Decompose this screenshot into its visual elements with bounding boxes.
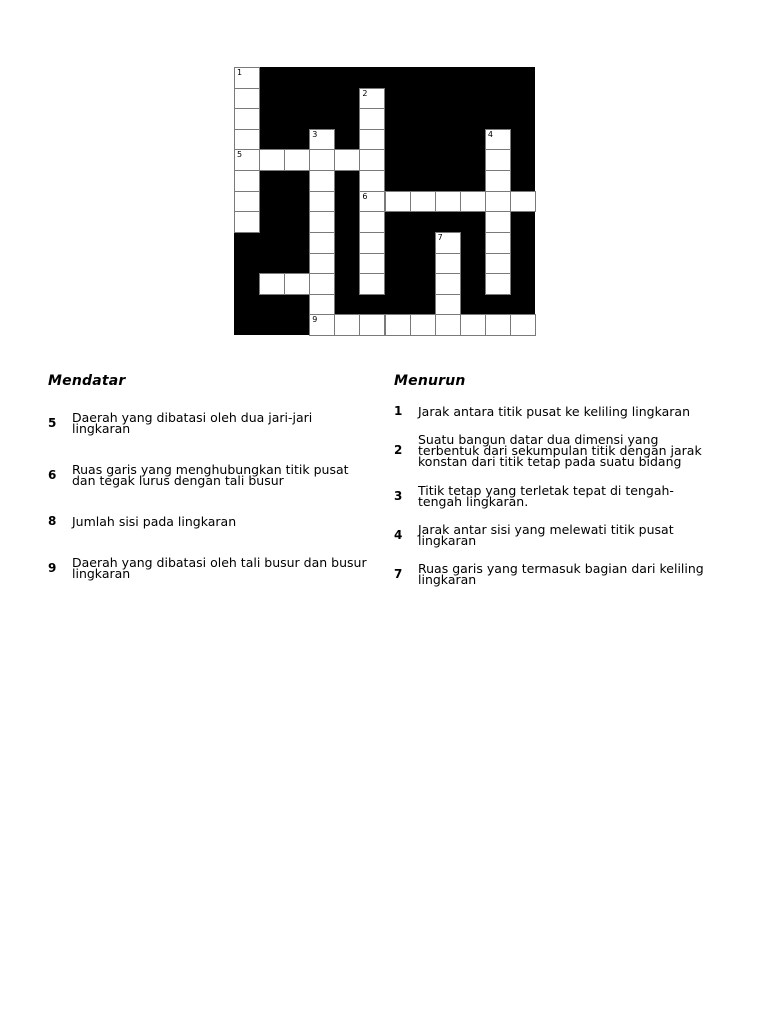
crossword-cell[interactable] [460,314,486,336]
crossword-cell[interactable] [234,149,260,171]
clue-text: Suatu bangun datar dua dimensi yang terbentuk dari sekumpulan titik dengan jarak konstan dari titik tetap pada suatu bidang [418,431,702,469]
crossword-cell[interactable] [309,129,335,151]
crossword-cell[interactable] [234,191,260,213]
crossword-cell[interactable] [485,129,511,151]
crossword-cell[interactable] [309,294,335,316]
crossword-cell[interactable] [259,149,285,171]
crossword-cell[interactable] [485,191,511,213]
cell-number: 4 [487,129,493,139]
across-clue-9 [48,555,378,581]
crossword-cell[interactable] [435,314,461,336]
clue-number: 2 [394,443,403,457]
across-clue-8 [48,514,368,528]
cell-number: 7 [437,232,443,242]
crossword-cell[interactable] [485,211,511,233]
crossword-cell[interactable] [359,253,385,275]
cell-number: 5 [237,150,243,160]
clue-number: 5 [48,416,57,430]
clue-number: 9 [48,561,57,575]
crossword-cell[interactable] [359,211,385,233]
cell-number: 9 [312,315,318,325]
across-clue-6 [48,462,368,488]
crossword-cell[interactable] [510,314,536,336]
crossword-cell[interactable] [359,314,385,336]
cell-number: 2 [362,88,368,98]
crossword-cell[interactable] [259,273,285,295]
clue-number: 3 [394,489,403,503]
crossword-cell[interactable] [234,129,260,151]
crossword-cell[interactable] [309,170,335,192]
crossword-cell[interactable] [435,232,461,254]
crossword-cell[interactable] [234,67,260,89]
crossword-cell[interactable] [485,170,511,192]
clue-text: Jarak antara titik pusat ke keliling lingkaran [418,403,691,419]
clue-number: 7 [394,567,403,581]
crossword-cell[interactable] [359,232,385,254]
crossword-cell[interactable] [234,108,260,130]
cell-number: 1 [237,68,243,77]
cell-number: 6 [362,191,368,201]
clue-number: 1 [394,404,403,418]
crossword-cell[interactable] [460,191,486,213]
crossword-cell[interactable] [309,232,335,254]
down-heading: Menurun [394,373,466,389]
crossword-cell[interactable] [435,253,461,275]
crossword-cell[interactable] [334,314,360,336]
clue-text: Daerah yang dibatasi oleh tali busur dan busur lingkaran [72,555,367,581]
down-clue-4 [394,522,694,548]
crossword-cell[interactable] [359,191,385,213]
crossword-cell[interactable] [359,108,385,130]
down-clue-2 [394,432,718,468]
crossword-cell[interactable] [284,149,310,171]
clue-text: Jumlah sisi pada lingkaran [72,513,237,529]
crossword-cell[interactable] [485,273,511,295]
crossword-cell[interactable] [410,191,436,213]
clue-number: 4 [394,528,403,542]
crossword-cell[interactable] [359,88,385,110]
crossword-cell[interactable] [435,273,461,295]
down-clue-7 [394,561,724,587]
clue-text: Ruas garis yang menghubungkan titik pusat dan tegak lurus dengan tali busur [72,462,349,488]
crossword-cell[interactable] [309,149,335,171]
crossword-cell[interactable] [334,149,360,171]
crossword-cell[interactable] [359,149,385,171]
cell-number: 3 [312,129,318,139]
down-clue-3 [394,483,694,509]
crossword-cell[interactable] [309,314,335,336]
across-heading: Mendatar [48,373,126,389]
crossword-cell[interactable] [385,314,411,336]
crossword-cell[interactable] [410,314,436,336]
across-clue-5 [48,410,368,436]
crossword-cell[interactable] [309,191,335,213]
clue-text: Daerah yang dibatasi oleh dua jari-jari lingkaran [72,410,313,436]
crossword-cell[interactable] [309,211,335,233]
crossword-cell[interactable] [485,314,511,336]
crossword-grid [234,67,535,335]
crossword-cell[interactable] [485,149,511,171]
crossword-cell[interactable] [234,88,260,110]
crossword-cell[interactable] [435,191,461,213]
clue-text: Titik tetap yang terletak tepat di tengah-tengah lingkaran. [418,483,674,509]
crossword-cell[interactable] [234,170,260,192]
crossword-cell[interactable] [485,232,511,254]
crossword-cell[interactable] [309,273,335,295]
clue-number: 8 [48,514,57,528]
crossword-cell[interactable] [435,294,461,316]
crossword-cell[interactable] [359,170,385,192]
crossword-cell[interactable] [284,273,310,295]
crossword-cell[interactable] [359,273,385,295]
crossword-cell[interactable] [385,191,411,213]
crossword-cell[interactable] [485,253,511,275]
clue-text: Jarak antar sisi yang melewati titik pusat lingkaran [418,522,674,548]
crossword-cell[interactable] [309,253,335,275]
crossword-cell[interactable] [359,129,385,151]
crossword-cell[interactable] [510,191,536,213]
down-clue-1 [394,404,724,418]
crossword-cell[interactable] [234,211,260,233]
clue-number: 6 [48,468,57,482]
clue-text: Ruas garis yang termasuk bagian dari keliling lingkaran [418,561,704,587]
